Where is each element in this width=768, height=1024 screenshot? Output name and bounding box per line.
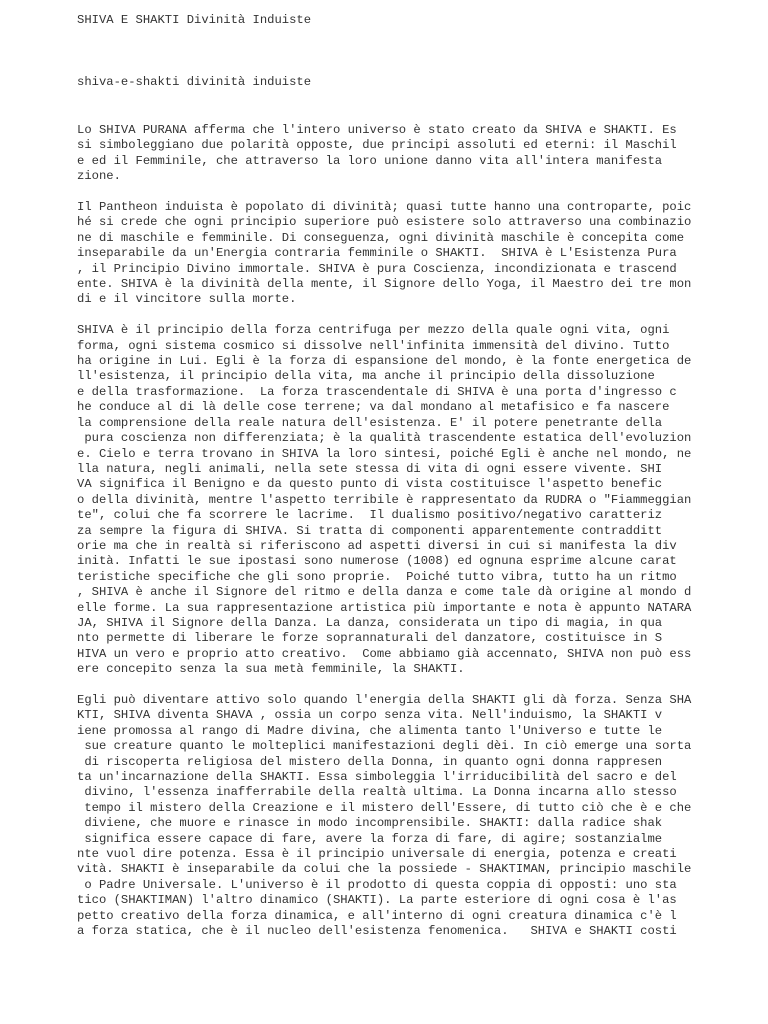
paragraph-line: e della trasformazione. La forza trascendentale di SHIVA è una porta d'ingresso c (77, 384, 677, 399)
paragraph-line: tempo il mistero della Creazione e il mistero dell'Essere, di tutto ciò che è e che (77, 800, 692, 815)
paragraph-line: di riscoperta religiosa del mistero della Donna, in quanto ogni donna rappresen (77, 754, 663, 769)
paragraph-line: iene promossa al rango di Madre divina, che alimenta tanto l'Universo e tutte le (77, 723, 663, 738)
paragraph-line: elle forme. La sua rappresentazione artistica più importante e nota è appunto NATARA (77, 600, 692, 615)
paragraph-line: nte vuol dire potenza. Essa è il principio universale di energia, potenza e creati (77, 847, 677, 862)
paragraph (77, 693, 691, 940)
paragraph-line: di e il vincitore sulla morte. (77, 292, 297, 307)
paragraph-line: o della divinità, mentre l'aspetto terribile è rappresentato da RUDRA o "Fiammeggian (77, 492, 692, 507)
paragraph-line: Egli può diventare attivo solo quando l'energia della SHAKTI gli dà forza. Senza SHA (77, 692, 692, 707)
paragraph-line: sue creature quanto le molteplici manifestazioni degli dèi. In ciò emerge una sorta (77, 739, 692, 754)
paragraph-line: divino, l'essenza inafferrabile della realtà ultima. La Donna incarna allo stesso (77, 785, 677, 800)
paragraph-line: diviene, che muore e rinasce in modo incomprensibile. SHAKTI: dalla radice shak (77, 816, 663, 831)
paragraph-line: significa essere capace di fare, avere la forza di fare, di agire; sostanzialme (77, 831, 663, 846)
paragraph-line: ne di maschile e femminile. Di conseguenza, ogni divinità maschile è concepita come (77, 230, 685, 245)
paragraph-line: o Padre Universale. L'universo è il prodotto di questa coppia di opposti: uno sta (77, 877, 677, 892)
paragraph-line: orie ma che in realtà si riferiscono ad aspetti diversi in cui si manifesta la div (77, 538, 677, 553)
paragraph-line: pura coscienza non differenziata; è la qualità trascendente estatica dell'evoluzion (77, 431, 692, 446)
paragraph-line: , il Principio Divino immortale. SHIVA è pura Coscienza, incondizionata e trascend (77, 261, 677, 276)
paragraph-line: Il Pantheon induista è popolato di divinità; quasi tutte hanno una controparte, poic (77, 200, 692, 215)
paragraph-line: nto permette di liberare le forze soprannaturali del danzatore, costituisce in S (77, 631, 663, 646)
paragraph-line: lla natura, negli animali, nella sete stessa di vita di ogni essere vivente. SHI (77, 461, 663, 476)
paragraph-line: petto creativo della forza dinamica, e all'interno di ogni creatura dinamica c'è l (77, 908, 677, 923)
paragraph-line: SHIVA è il principio della forza centrifuga per mezzo della quale ogni vita, ogni (77, 323, 670, 338)
document-header: SHIVA E SHAKTI Divinità Induiste (77, 13, 312, 27)
paragraph-line: Lo SHIVA PURANA afferma che l'intero universo è stato creato da SHIVA e SHAKTI. Es (77, 123, 677, 137)
paragraph-line: te", colui che fa scorrere le lacrime. Il dualismo positivo/negativo caratteriz (77, 508, 663, 523)
paragraph-line: e. Cielo e terra trovano in SHIVA la loro sintesi, poiché Egli è anche nel mondo, ne (77, 446, 692, 461)
paragraph-line: ta un'incarnazione della SHAKTI. Essa simboleggia l'irriducibilità del sacro e del (77, 770, 677, 785)
paragraph-line: ll'esistenza, il principio della vita, ma anche il principio della dissoluzione (77, 369, 655, 384)
paragraph (77, 123, 691, 185)
paragraph-line: VA significa il Benigno e da questo punto di vista costituisce l'aspetto benefic (77, 477, 663, 492)
paragraph-line: HIVA un vero e proprio atto creativo. Come abbiamo già accennato, SHIVA non può ess (77, 646, 692, 661)
paragraph-line: , SHIVA è anche il Signore del ritmo e della danza e come tale dà origine al mondo d (77, 585, 692, 600)
paragraph-line: za sempre la figura di SHIVA. Si tratta di componenti apparentemente contradditt (77, 523, 663, 538)
document-body (77, 123, 691, 955)
paragraph-line: inità. Infatti le sue ipostasi sono numerose (1008) ed ognuna esprime alcune carat (77, 554, 677, 569)
paragraph-line: la comprensione della reale natura dell'esistenza. E' il potere penetrante della (77, 415, 663, 430)
paragraph-line: KTI, SHIVA diventa SHAVA , ossia un corpo senza vita. Nell'induismo, la SHAKTI v (77, 708, 663, 723)
paragraph-line: hé si crede che ogni principio superiore può esistere solo attraverso una combinazio (77, 215, 692, 230)
paragraph-line: vità. SHAKTI è inseparabile da colui che la possiede - SHAKTIMAN, principio maschile (77, 862, 692, 877)
paragraph-line: he conduce al di là delle cose terrene; va dal mondano al metafisico e fa nascere (77, 400, 670, 415)
paragraph-line: forma, ogni sistema cosmico si dissolve nell'infinita immensità del divino. Tutto (77, 338, 670, 353)
paragraph-line: tico (SHAKTIMAN) l'altro dinamico (SHAKTI). La parte esteriore di ogni cosa è l'as (77, 893, 677, 908)
paragraph-line: JA, SHIVA il Signore della Danza. La danza, considerata un tipo di magia, in qua (77, 615, 663, 630)
paragraph (77, 323, 691, 677)
paragraph-line: inseparabile da un'Energia contraria femminile o SHAKTI. SHIVA è L'Esistenza Pura (77, 246, 677, 261)
paragraph-line: ere concepito senza la sua metà femminile, la SHAKTI. (77, 662, 465, 677)
document-subtitle: shiva-e-shakti divinità induiste (77, 75, 312, 89)
paragraph-line: e ed il Femminile, che attraverso la loro unione danno vita all'intera manifesta (77, 153, 663, 168)
paragraph-line: teristiche specifiche che gli sono proprie. Poiché tutto vibra, tutto ha un ritmo (77, 569, 677, 584)
paragraph-line: si simboleggiano due polarità opposte, due principi assoluti ed eterni: il Maschil (77, 138, 677, 153)
paragraph-line: a forza statica, che è il nucleo dell'esistenza fenomenica. SHIVA e SHAKTI costi (77, 924, 677, 939)
paragraph-line: zione. (77, 169, 121, 184)
paragraph-line: ente. SHIVA è la divinità della mente, il Signore dello Yoga, il Maestro dei tre mon (77, 277, 692, 292)
paragraph-line: ha origine in Lui. Egli è la forza di espansione del mondo, è la fonte energetica de (77, 354, 692, 369)
paragraph (77, 200, 691, 308)
